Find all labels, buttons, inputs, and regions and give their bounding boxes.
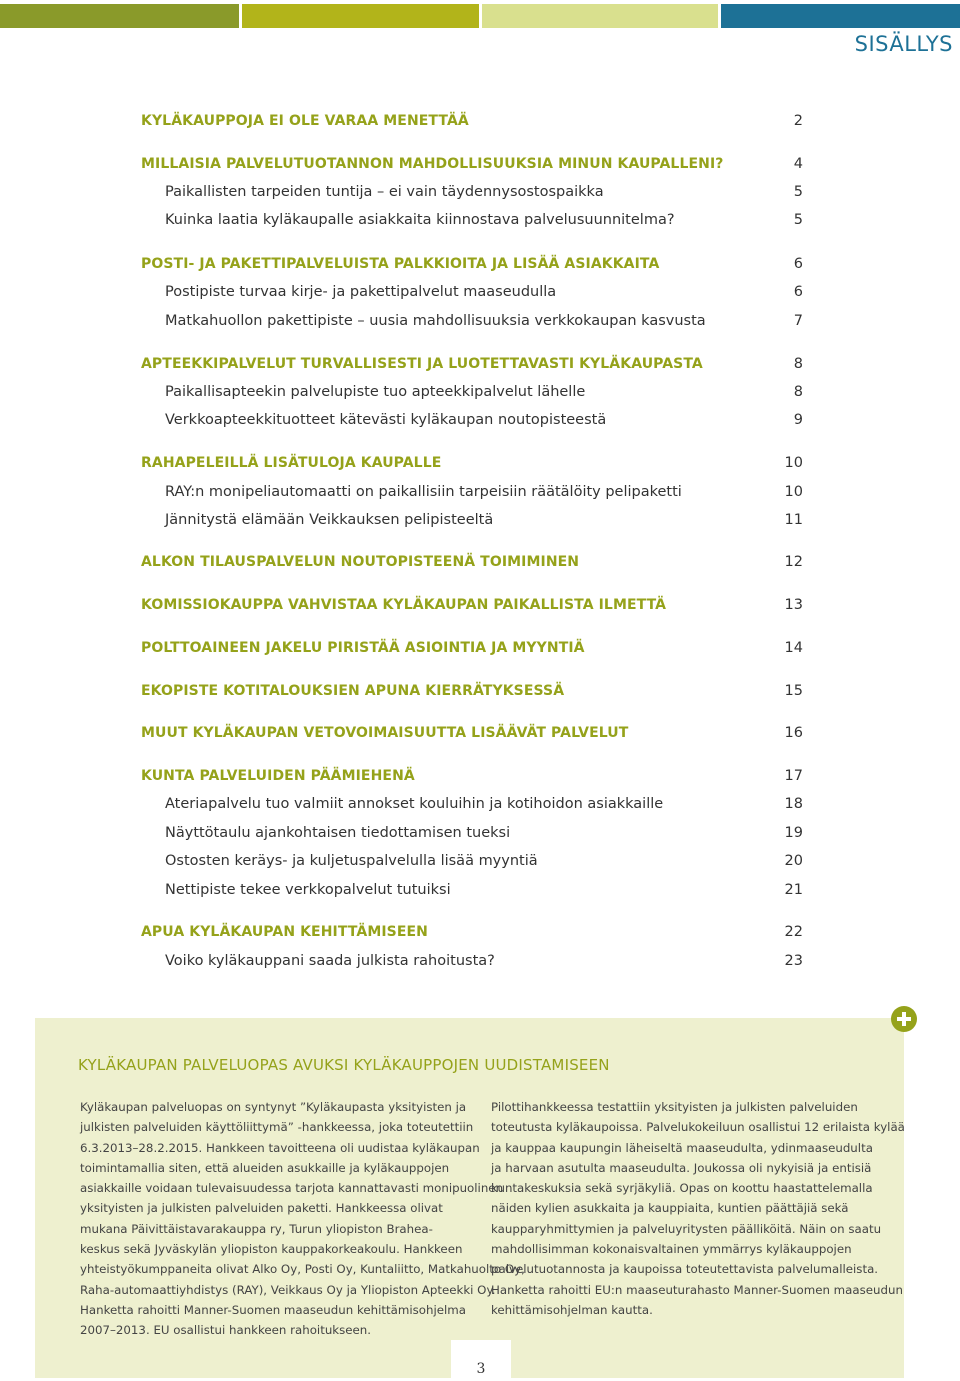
paragraph-line: Pilottihankkeessa testattiin yksityisten ja julkisten palveluiden	[491, 1100, 858, 1114]
paragraph-line: mahdollisimman kokonaisvaltainen ymmärrys kyläkauppojen	[491, 1242, 852, 1257]
toc-section-entry[interactable]	[165, 310, 803, 332]
toc-entry-title: ALKON TILAUSPALVELUN NOUTOPISTEENÄ TOIMIMINEN	[141, 554, 580, 570]
toc-entry-page: 7	[793, 313, 803, 329]
toc-entry-page: 22	[784, 924, 803, 940]
toc-entry-title: Matkahuollon pakettipiste – uusia mahdollisuuksia verkkokaupan kasvusta	[165, 313, 706, 329]
toc-entry-title: APUA KYLÄKAUPAN KEHITTÄMISEEN	[141, 924, 428, 940]
toc-section-entry[interactable]	[165, 181, 803, 203]
toc-entry-page: 20	[784, 853, 803, 869]
plus-icon	[891, 1006, 917, 1032]
toc-chapter-entry[interactable]	[141, 452, 803, 474]
toc-entry-page: 12	[784, 554, 803, 570]
toc-entry-page: 14	[784, 640, 803, 656]
toc-entry-page: 13	[784, 597, 803, 613]
toc-section-entry[interactable]	[165, 381, 803, 403]
toc-section-entry[interactable]	[165, 950, 803, 972]
toc-entry-page: 11	[784, 512, 803, 528]
paragraph-line: ja kauppaa kaupungin läheiseltä maaseudulta, ydinmaaseudulta	[491, 1140, 873, 1155]
toc-chapter-entry[interactable]	[141, 594, 803, 616]
toc-entry-title: Verkkoapteekkituotteet kätevästi kyläkaupan noutopisteestä	[165, 412, 607, 428]
color-bar-segment-olive	[0, 4, 239, 28]
toc-entry-title: Voiko kyläkauppani saada julkista rahoitusta?	[165, 953, 495, 969]
page-number: 3	[476, 1361, 486, 1377]
toc-section-entry[interactable]	[165, 409, 803, 431]
toc-entry-title: MUUT KYLÄKAUPAN VETOVOIMAISUUTTA LISÄÄVÄT PALVELUT	[141, 725, 629, 741]
info-box-left-column	[80, 1097, 525, 1341]
toc-entry-title: Jännitystä elämään Veikkauksen pelipisteeltä	[165, 512, 494, 528]
toc-section-entry[interactable]	[165, 209, 803, 231]
toc-entry-title: Paikallisapteekin palvelupiste tuo apteekkipalvelut lähelle	[165, 384, 586, 400]
toc-entry-page: 21	[784, 882, 803, 898]
toc-entry-title: MILLAISIA PALVELUTUOTANNON MAHDOLLISUUKSIA MINUN KAUPALLENI?	[141, 156, 724, 172]
toc-entry-page: 15	[784, 683, 803, 699]
paragraph-line: Hanketta rahoitti EU:n maaseuturahasto Manner-Suomen maaseudun	[491, 1282, 903, 1297]
paragraph-line: yhteistyökumppaneita olivat Alko Oy, Posti Oy, Kuntaliitto, Matkahuolto Oy,	[80, 1262, 525, 1277]
paragraph-line: kehittämisohjelman kautta.	[491, 1302, 653, 1317]
page-title: SISÄLLYS	[854, 32, 953, 56]
paragraph-line: kuntakeskuksia sekä syrjäkyliä. Opas on koottu haastattelemalla	[491, 1181, 873, 1196]
toc-entry-page: 17	[784, 768, 803, 784]
paragraph-line: keskus sekä Jyväskylän yliopiston kauppakorkeakoulu. Hankkeen	[80, 1242, 463, 1257]
toc-entry-title: APTEEKKIPALVELUT TURVALLISESTI JA LUOTETTAVASTI KYLÄKAUPASTA	[141, 356, 703, 372]
toc-entry-title: Ostosten keräys- ja kuljetuspalvelulla lisää myyntiä	[165, 853, 538, 869]
toc-chapter-entry[interactable]	[141, 680, 803, 702]
toc-entry-title: KYLÄKAUPPOJA EI OLE VARAA MENETTÄÄ	[141, 113, 469, 129]
paragraph-line: yksityisten ja julkisten palveluiden paketti. Hankkeessa olivat	[80, 1201, 443, 1216]
toc-entry-page: 5	[793, 212, 803, 228]
toc-entry-page: 23	[784, 953, 803, 969]
paragraph-line: Raha-automaattiyhdistys (RAY), Veikkaus Oy ja Yliopiston Apteekki Oy.	[80, 1282, 496, 1297]
toc-entry-page: 9	[793, 412, 803, 428]
toc-entry-title: Kuinka laatia kyläkaupalle asiakkaita kiinnostava palvelusuunnitelma?	[165, 212, 675, 228]
toc-entry-title: Paikallisten tarpeiden tuntija – ei vain täydennysostospaikka	[165, 184, 604, 200]
color-bar-segment-teal	[721, 4, 960, 28]
color-bar-segment-pale-green	[482, 4, 718, 28]
toc-entry-page: 16	[784, 725, 803, 741]
toc-entry-title: POLTTOAINEEN JAKELU PIRISTÄÄ ASIOINTIA JA MYYNTIÄ	[141, 640, 585, 656]
toc-entry-title: Ateriapalvelu tuo valmiit annokset kouluihin ja kotihoidon asiakkaille	[165, 796, 664, 812]
paragraph-line: palvelutuotannosta ja kaupoissa toteutettavista palvelumalleista.	[491, 1262, 879, 1277]
paragraph-line: toimintamallia siten, että alueiden asukkaille ja kyläkauppojen	[80, 1160, 450, 1175]
toc-chapter-entry[interactable]	[141, 110, 803, 132]
toc-entry-title: RAY:n monipeliautomaatti on paikallisiin tarpeisiin räätälöity pelipaketti	[165, 484, 682, 500]
toc-section-entry[interactable]	[165, 509, 803, 531]
toc-section-entry[interactable]	[165, 281, 803, 303]
toc-entry-title: POSTI- JA PAKETTIPALVELUISTA PALKKIOITA JA LISÄÄ ASIAKKAITA	[141, 256, 660, 272]
toc-section-entry[interactable]	[165, 793, 803, 815]
toc-entry-page: 19	[784, 825, 803, 841]
toc-entry-page: 4	[793, 156, 803, 172]
toc-chapter-entry[interactable]	[141, 637, 803, 659]
color-bar	[0, 4, 960, 28]
toc-entry-title: Näyttötaulu ajankohtaisen tiedottamisen tueksi	[165, 825, 511, 841]
color-bar-segment-yellow-green	[242, 4, 478, 28]
toc-chapter-entry[interactable]	[141, 253, 803, 275]
toc-section-entry[interactable]	[165, 481, 803, 503]
toc-entry-page: 6	[793, 256, 803, 272]
paragraph-line: julkisten palveluiden käyttöliittymä” -hankkeessa, joka toteutettiin	[80, 1120, 474, 1135]
toc-entry-title: KOMISSIOKAUPPA VAHVISTAA KYLÄKAUPAN PAIKALLISTA ILMETTÄ	[141, 597, 667, 613]
toc-chapter-entry[interactable]	[141, 353, 803, 375]
toc-entry-title: Postipiste turvaa kirje- ja pakettipalvelut maaseudulla	[165, 284, 557, 300]
toc-chapter-entry[interactable]	[141, 153, 803, 175]
toc-entry-page: 6	[793, 284, 803, 300]
toc-entry-title: RAHAPELEILLÄ LISÄTULOJA KAUPALLE	[141, 455, 442, 471]
paragraph-line: näiden kylien asukkaita ja kauppiaita, kuntien päättäjiä sekä	[491, 1201, 849, 1216]
toc-chapter-entry[interactable]	[141, 551, 803, 573]
toc-entry-page: 5	[793, 184, 803, 200]
paragraph-line: toteutusta kyläkaupoissa. Palvelukokeiluun osallistui 12 erilaista kylää	[491, 1120, 905, 1135]
paragraph-line: ja harvaan asutulta maaseudulta. Joukossa oli nykyisiä ja entisiä	[491, 1160, 872, 1175]
paragraph-line: Kyläkaupan palveluopas on syntynyt ”Kyläkaupasta yksityisten ja	[80, 1100, 467, 1114]
paragraph-line: kaupparyhmittymien ja palveluyritysten päälliköitä. Näin on saatu	[491, 1221, 882, 1236]
toc-chapter-entry[interactable]	[141, 722, 803, 744]
toc-entry-page: 8	[793, 384, 803, 400]
toc-section-entry[interactable]	[165, 822, 803, 844]
paragraph-line: asiakkaille voidaan tulevaisuudessa tarjota kannattavasti monipuolinen	[80, 1181, 504, 1196]
toc-chapter-entry[interactable]	[141, 765, 803, 787]
paragraph-line: 2007–2013. EU osallistui hankkeen rahoitukseen.	[80, 1323, 372, 1338]
toc-entry-title: KUNTA PALVELUIDEN PÄÄMIEHENÄ	[141, 768, 415, 784]
info-box-right-column	[491, 1097, 905, 1320]
toc-chapter-entry[interactable]	[141, 921, 803, 943]
paragraph-line: 6.3.2013–28.2.2015. Hankkeen tavoitteena oli uudistaa kyläkaupan	[80, 1140, 480, 1155]
info-box-title: KYLÄKAUPAN PALVELUOPAS AVUKSI KYLÄKAUPPOJEN UUDISTAMISEEN	[78, 1056, 610, 1074]
paragraph-line: Hanketta rahoitti Manner-Suomen maaseudun kehittämisohjelma	[80, 1302, 467, 1317]
toc-entry-page: 10	[784, 455, 803, 471]
paragraph-line: mukana Päivittäistavarakauppa ry, Turun yliopiston Brahea-	[80, 1221, 433, 1236]
toc-section-entry[interactable]	[165, 850, 803, 872]
toc-entry-title: Nettipiste tekee verkkopalvelut tutuiksi	[165, 882, 451, 898]
toc-entry-page: 10	[784, 484, 803, 500]
toc-section-entry[interactable]	[165, 879, 803, 901]
toc-entry-page: 8	[793, 356, 803, 372]
toc-entry-page: 18	[784, 796, 803, 812]
toc-entry-page: 2	[793, 113, 803, 129]
toc-entry-title: EKOPISTE KOTITALOUKSIEN APUNA KIERRÄTYKSESSÄ	[141, 683, 565, 699]
